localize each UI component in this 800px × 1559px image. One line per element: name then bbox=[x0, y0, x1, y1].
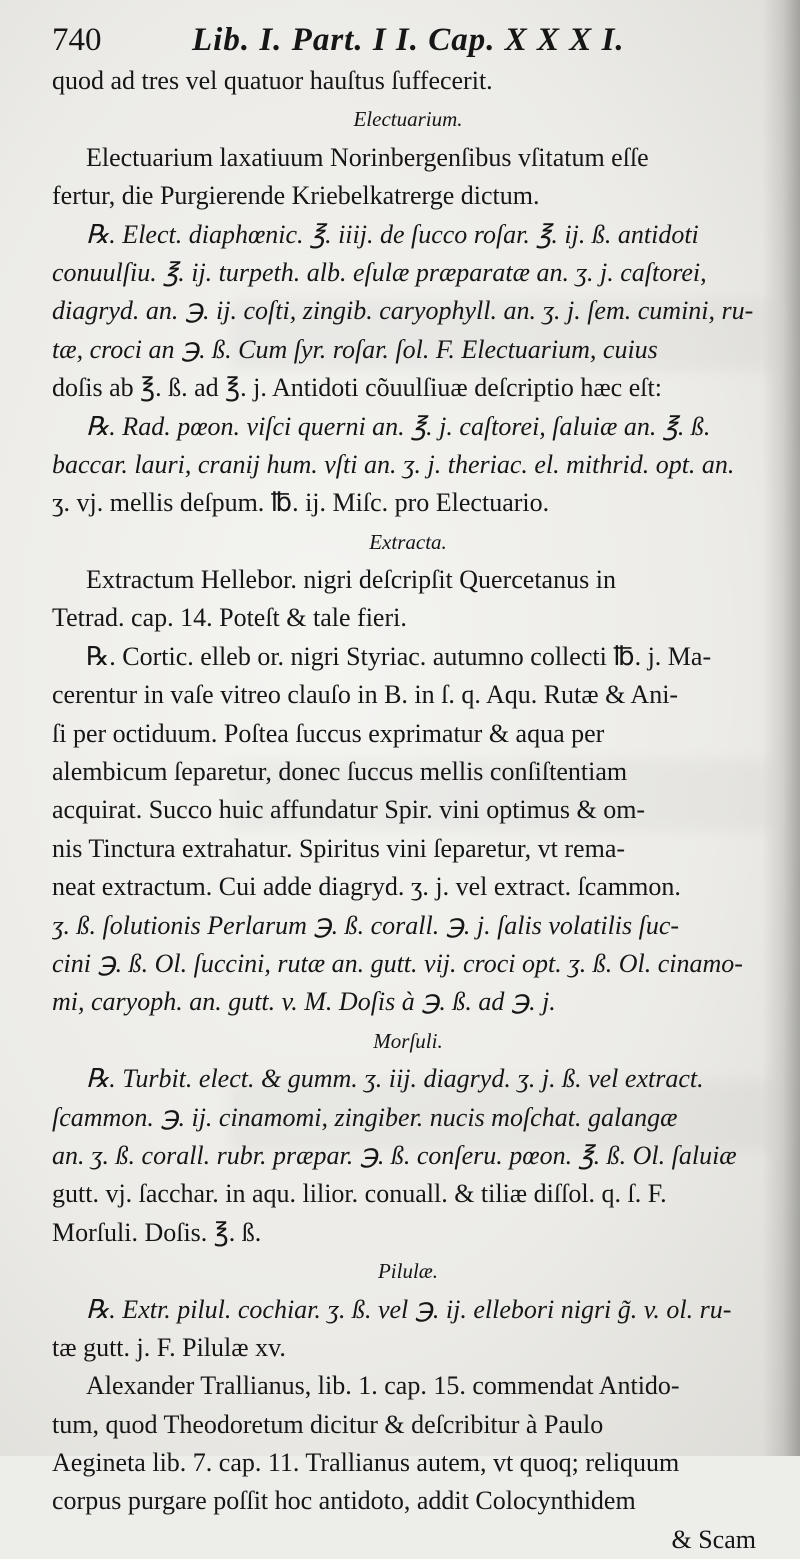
section-heading: Electuarium. bbox=[353, 107, 463, 132]
text-line: fertur, die Purgierende Kriebelkatrerge dictum. bbox=[52, 181, 540, 211]
recipe-line: ℞. Cortic. elleb or. nigri Styriac. autumno collecti ℔. j. Ma- bbox=[86, 641, 712, 671]
recipe-line: ſcammon. ℈. ij. cinamomi, zingiber. nucis moſchat. galangæ bbox=[52, 1102, 678, 1132]
page-text-block bbox=[52, 18, 764, 1559]
catchword: & Scam bbox=[671, 1524, 756, 1554]
text-line: Electuarium laxatiuum Norinbergenſibus vſitatum eſſe bbox=[86, 142, 649, 172]
text-line: ſi per octiduum. Poſtea ſuccus exprimatur & aqua per bbox=[52, 718, 605, 748]
recipe-line: baccar. lauri, cranij hum. vſti an. ʒ. j. theriac. el. mithrid. opt. an. bbox=[52, 449, 735, 479]
text-line: Extractum Hellebor. nigri deſcripſit Quercetanus in bbox=[86, 565, 616, 595]
text-line: tum, quod Theodoretum dicitur & deſcribitur à Paulo bbox=[52, 1409, 604, 1439]
text-line: cerentur in vaſe vitreo clauſo in B. in ſ. q. Aqu. Rutæ & Ani- bbox=[52, 680, 679, 710]
page-gutter-shadow bbox=[762, 0, 800, 1456]
recipe-line: cini ℈. ß. Ol. ſuccini, rutæ an. gutt. vij. croci opt. ʒ. ß. Ol. cinamo- bbox=[52, 948, 743, 978]
section-heading: Extracta. bbox=[369, 529, 447, 554]
text-line: acquirat. Succo huic affundatur Spir. vini optimus & om- bbox=[52, 795, 646, 825]
text-line: Morſuli. Doſis. ℥. ß. bbox=[52, 1217, 262, 1247]
section-heading: Morſuli. bbox=[373, 1028, 443, 1053]
text-line: corpus purgare poſſit hoc antidoto, addit Colocynthidem bbox=[52, 1486, 636, 1516]
text-line: Alexander Trallianus, lib. 1. cap. 15. commendat Antido- bbox=[86, 1371, 680, 1401]
running-title: Lib. I. Part. I I. Cap. X X X I. bbox=[192, 22, 625, 58]
text-line: Aegineta lib. 7. cap. 11. Trallianus autem, vt quoq; reliquum bbox=[52, 1448, 680, 1478]
recipe-line: tæ, croci an ℈. ß. Cum ſyr. roſar. ſol. F. Electuarium, cuius bbox=[52, 334, 658, 364]
recipe-line: ℞. Elect. diaphœnic. ℥. iiij. de ſucco roſar. ℥. ij. ß. antidoti bbox=[86, 219, 699, 249]
text-line: alembicum ſeparetur, donec ſuccus mellis conſiſtentiam bbox=[52, 757, 628, 787]
section-heading: Pilulæ. bbox=[377, 1259, 439, 1284]
recipe-line: ʒ. ß. ſolutionis Perlarum ℈. ß. corall. ℈. j. ſalis volatilis ſuc- bbox=[52, 910, 680, 940]
page-header bbox=[52, 18, 764, 62]
text-line: doſis ab ℥. ß. ad ℥. j. Antidoti cõuulſiuæ deſcriptio hæc eſt: bbox=[52, 373, 662, 403]
recipe-line: ℞. Turbit. elect. & gumm. ʒ. iij. diagryd. ʒ. j. ß. vel extract. bbox=[86, 1064, 704, 1094]
recipe-line: conuulſiu. ℥. ij. turpeth. alb. eſulæ præparatæ an. ʒ. j. caſtorei, bbox=[52, 257, 707, 287]
text-line: Tetrad. cap. 14. Poteſt & tale fieri. bbox=[52, 603, 407, 633]
recipe-line: mi, caryoph. an. gutt. v. M. Doſis à ℈. ß. ad ℈. j. bbox=[52, 987, 556, 1017]
page-number: 740 bbox=[52, 22, 102, 58]
text-line: nis Tinctura extrahatur. Spiritus vini ſeparetur, vt rema- bbox=[52, 833, 626, 863]
text-line: ʒ. vj. mellis deſpum. ℔. ij. Miſc. pro Electuario. bbox=[52, 488, 550, 518]
recipe-line: diagryd. an. ℈. ij. coſti, zingib. caryophyll. an. ʒ. j. ſem. cumini, ru- bbox=[52, 296, 754, 326]
text-line: quod ad tres vel quatuor hauſtus ſuffecerit. bbox=[52, 66, 493, 95]
text-line: neat extractum. Cui adde diagryd. ʒ. j. vel extract. ſcammon. bbox=[52, 872, 681, 902]
recipe-line: ℞. Rad. pœon. viſci querni an. ℥. j. caſtorei, ſaluiæ an. ℥. ß. bbox=[86, 411, 711, 441]
recipe-line: ℞. Extr. pilul. cochiar. ʒ. ß. vel ℈. ij. ellebori nigri g̃. v. ol. ru- bbox=[86, 1294, 732, 1324]
recipe-line: gutt. vj. ſacchar. in aqu. lilior. conuall. & tiliæ diſſol. q. ſ. F. bbox=[52, 1179, 667, 1209]
text-line: tæ gutt. j. F. Pilulæ xv. bbox=[52, 1332, 286, 1362]
recipe-line: an. ʒ. ß. corall. rubr. præpar. ℈. ß. conſeru. pœon. ℥. ß. Ol. ſaluiæ bbox=[52, 1140, 737, 1170]
